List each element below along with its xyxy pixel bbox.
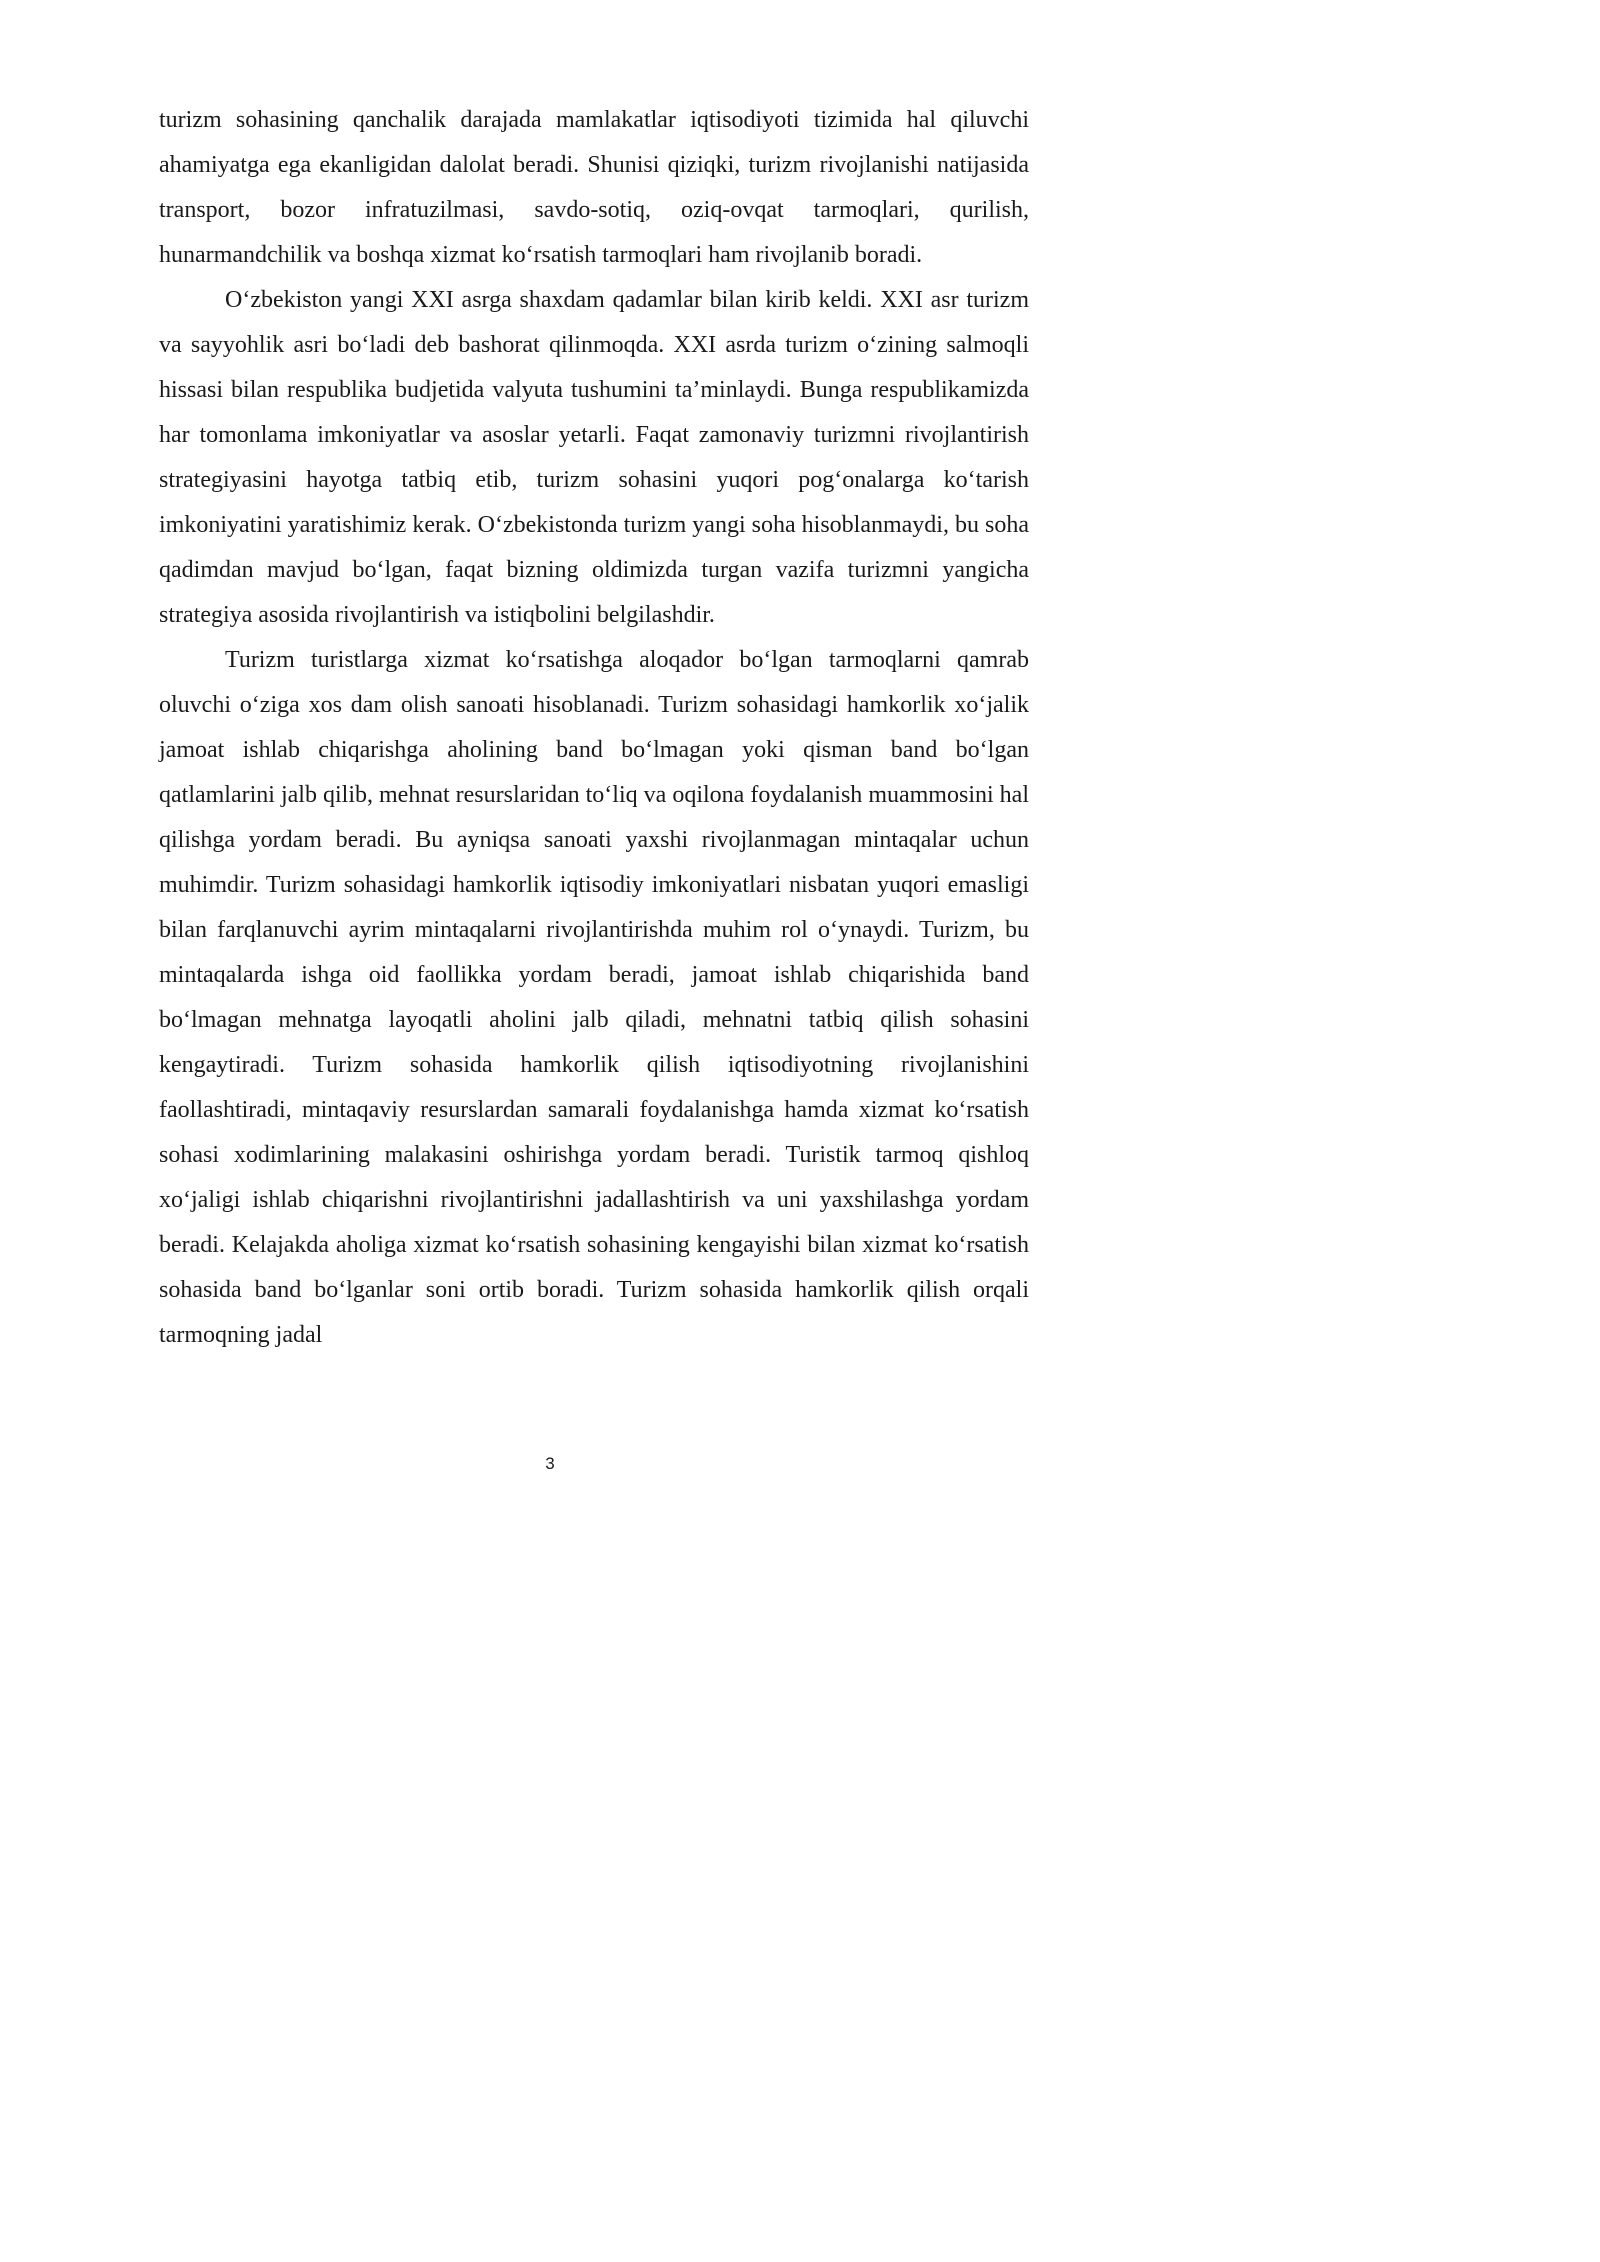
paragraph-continuation: turizm sohasining qanchalik darajada mamlakatlar iqtisodiyoti tizimida hal qiluvchi ahamiyatga ega ekanligidan dalolat beradi. Shunisi qiziqki, turizm rivojlanishi natijasida transport, bozor infratuzilmasi, savdo-sotiq, oziq-ovqat tarmoqlari, qurilish, hunarmandchilik va boshqa xizmat ko‘rsatish tarmoqlari ham rivojlanib boradi. xyxy=(159,107,1029,268)
page-number: 3 xyxy=(545,1454,555,1473)
paragraph: O‘zbekiston yangi XXI asrga shaxdam qadamlar bilan kirib keldi. XXI asr turizm va sayyohlik asri bo‘ladi deb bashorat qilinmoqda. XXI asrda turizm o‘zining salmoqli hissasi bilan respublika budjetida valyuta tushumini ta’minlaydi. Bunga respublikamizda har tomonlama imkoniyatlar va asoslar yetarli. Faqat zamonaviy turizmni rivojlantirish strategiyasini hayotga tatbiq etib, turizm sohasini yuqori pog‘onalarga ko‘tarish imkoniyatini yaratishimiz kerak. O‘zbekistonda turizm yangi soha hisoblanmaydi, bu soha qadimdan mavjud bo‘lgan, faqat bizning oldimizda turgan vazifa turizmni yangicha strategiya asosida rivojlantirish va istiqbolini belgilashdir. xyxy=(159,287,1029,628)
body-text xyxy=(159,98,1029,1358)
paragraph: Turizm turistlarga xizmat ko‘rsatishga aloqador bo‘lgan tarmoqlarni qamrab oluvchi o‘ziga xos dam olish sanoati hisoblanadi. Turizm sohasidagi hamkorlik xo‘jalik jamoat ishlab chiqarishga aholining band bo‘lmagan yoki qisman band bo‘lgan qatlamlarini jalb qilib, mehnat resurslaridan to‘liq va oqilona foydalanish muammosini hal qilishga yordam beradi. Bu ayniqsa sanoati yaxshi rivojlanmagan mintaqalar uchun muhimdir. Turizm sohasidagi hamkorlik iqtisodiy imkoniyatlari nisbatan yuqori emasligi bilan farqlanuvchi ayrim mintaqalarni rivojlantirishda muhim rol o‘ynaydi. Turizm, bu mintaqalarda ishga oid faollikka yordam beradi, jamoat ishlab chiqarishida band bo‘lmagan mehnatga layoqatli aholini jalb qiladi, mehnatni tatbiq qilish sohasini kengaytiradi. Turizm sohasida hamkorlik qilish iqtisodiyotning rivojlanishini faollashtiradi, mintaqaviy resurslardan samarali foydalanishga hamda xizmat ko‘rsatish sohasi xodimlarining malakasini oshirishga yordam beradi. Turistik tarmoq qishloq xo‘jaligi ishlab chiqarishni rivojlantirishni jadallashtirish va uni yaxshilashga yordam beradi. Kelajakda aholiga xizmat ko‘rsatish sohasining kengayishi bilan xizmat ko‘rsatish sohasida band bo‘lganlar soni ortib boradi. Turizm sohasida hamkorlik qilish orqali tarmoqning jadal xyxy=(159,647,1029,1348)
document-page xyxy=(0,0,1100,1556)
